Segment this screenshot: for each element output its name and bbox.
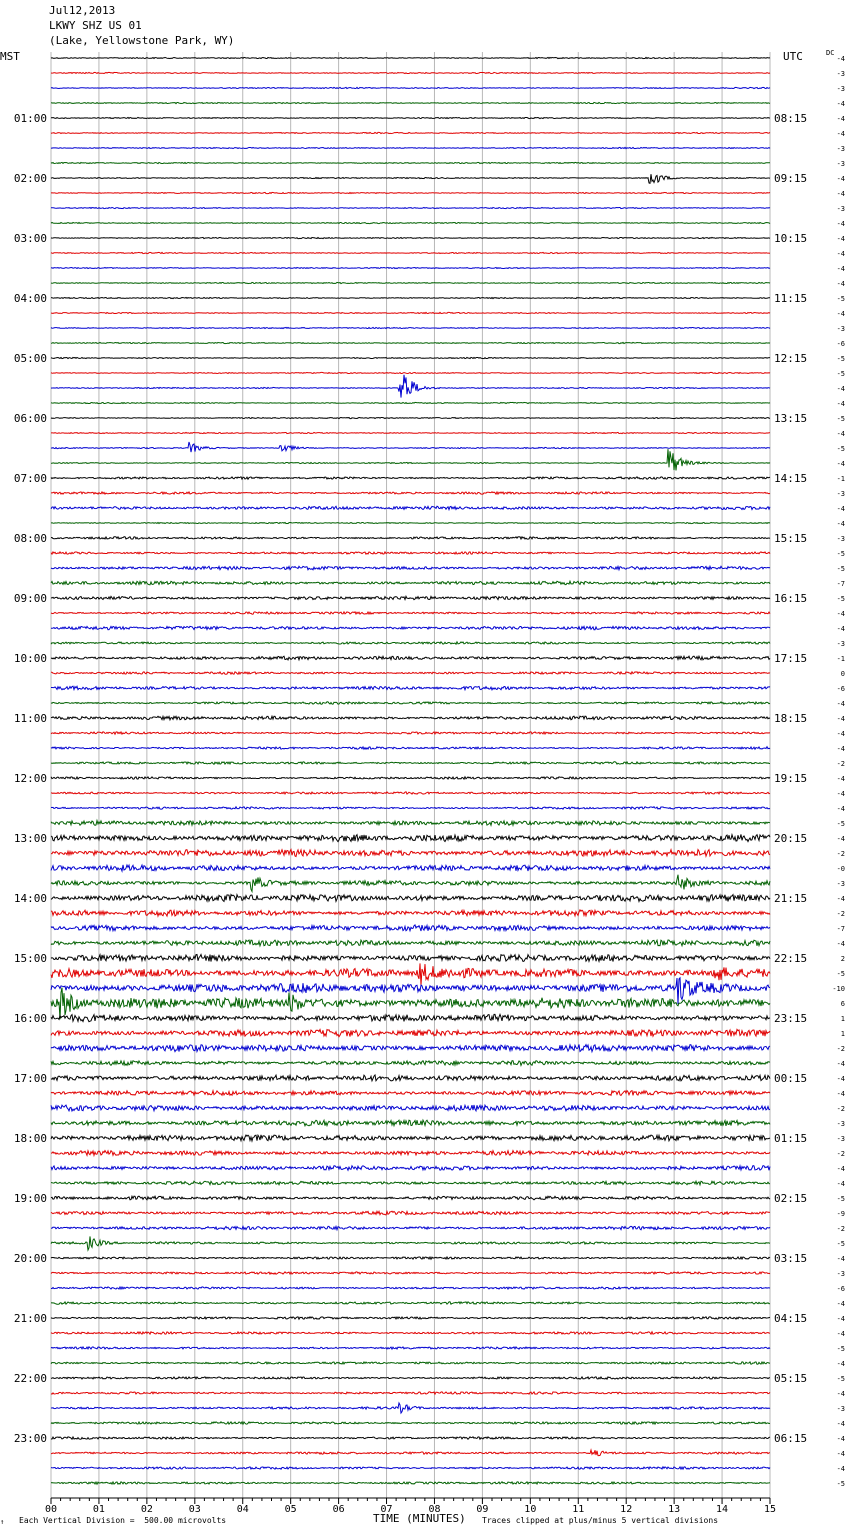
dc-offset-label: -5 bbox=[836, 1195, 845, 1203]
dc-offset-label: -3 bbox=[836, 145, 845, 153]
dc-offset-label: -5 bbox=[836, 550, 845, 558]
left-hour-label: 08:00 bbox=[13, 532, 47, 545]
trace-line bbox=[51, 252, 770, 253]
trace-line bbox=[51, 1257, 770, 1259]
dc-offset-label: -6 bbox=[836, 1285, 845, 1293]
dc-offset-label: -4 bbox=[836, 715, 845, 723]
trace-line bbox=[51, 492, 770, 494]
trace-line bbox=[51, 432, 770, 433]
right-hour-label: 12:15 bbox=[774, 352, 808, 365]
trace-line bbox=[51, 702, 770, 704]
dc-offset-label: 1 bbox=[840, 1030, 845, 1038]
dc-offset-label: -4 bbox=[836, 1255, 845, 1263]
dc-offset-label: -4 bbox=[836, 775, 845, 783]
x-tick-label: 13 bbox=[668, 1504, 681, 1515]
trace-line bbox=[51, 57, 770, 58]
station-location: (Lake, Yellowstone Park, WY) bbox=[49, 34, 235, 47]
trace-line bbox=[51, 207, 770, 208]
trace-line bbox=[51, 1211, 770, 1215]
trace-line bbox=[51, 132, 770, 133]
dc-offset-label: -3 bbox=[836, 1270, 845, 1278]
trace-line bbox=[51, 1392, 770, 1394]
trace-line bbox=[51, 566, 770, 570]
right-hour-label: 03:15 bbox=[774, 1252, 808, 1265]
trace-line bbox=[51, 267, 770, 268]
dc-offset-label: -2 bbox=[836, 1150, 845, 1158]
dc-offset-label: -4 bbox=[836, 520, 845, 528]
dc-offset-label: -2 bbox=[836, 1105, 845, 1113]
right-hour-label: 18:15 bbox=[774, 712, 808, 725]
dc-offset-label: -4 bbox=[836, 610, 845, 618]
trace-line bbox=[51, 1236, 770, 1250]
dc-offset-label: -4 bbox=[836, 55, 845, 63]
trace-line bbox=[51, 612, 770, 614]
trace-line bbox=[51, 581, 770, 585]
dc-offset-label: -7 bbox=[836, 925, 845, 933]
trace-line bbox=[51, 1105, 770, 1111]
dc-offset-label: -4 bbox=[836, 940, 845, 948]
trace-line bbox=[51, 1226, 770, 1230]
dc-offset-label: -4 bbox=[836, 430, 845, 438]
trace-line bbox=[51, 1332, 770, 1334]
right-hour-label: 16:15 bbox=[774, 592, 808, 605]
dc-offset-label: -3 bbox=[836, 1135, 845, 1143]
right-hour-label: 14:15 bbox=[774, 472, 808, 485]
right-hour-label: 23:15 bbox=[774, 1012, 808, 1025]
trace-line bbox=[51, 850, 770, 857]
dc-offset-label: -2 bbox=[836, 910, 845, 918]
dc-offset-label: -5 bbox=[836, 595, 845, 603]
trace-line bbox=[51, 537, 770, 539]
dc-offset-label: -4 bbox=[836, 745, 845, 753]
left-hour-label: 14:00 bbox=[13, 892, 47, 905]
dc-offset-label: -4 bbox=[836, 505, 845, 513]
left-hour-label: 09:00 bbox=[13, 592, 47, 605]
dc-offset-label: -4 bbox=[836, 1090, 845, 1098]
dc-offset-label: -9 bbox=[836, 1210, 845, 1218]
seismic-traces bbox=[51, 57, 770, 1484]
dc-offset-label: -4 bbox=[836, 1060, 845, 1068]
dc-offset-label: -4 bbox=[836, 130, 845, 138]
dc-offset-label: -5 bbox=[836, 1480, 845, 1488]
dc-offset-label: -3 bbox=[836, 160, 845, 168]
dc-offset-label: 0 bbox=[840, 670, 845, 678]
trace-line bbox=[51, 940, 770, 946]
trace-line bbox=[51, 1045, 770, 1052]
x-tick-label: 14 bbox=[716, 1504, 729, 1515]
dc-offset-label: -4 bbox=[836, 1165, 845, 1173]
dc-offset-label: -4 bbox=[836, 115, 845, 123]
dc-offset-label: -4 bbox=[836, 235, 845, 243]
dc-offset-label: -3 bbox=[836, 205, 845, 213]
trace-line bbox=[51, 402, 770, 403]
dc-offset-label: -4 bbox=[836, 835, 845, 843]
dc-offset-label: -4 bbox=[836, 1360, 845, 1368]
dc-offset-label: -4 bbox=[836, 790, 845, 798]
x-tick-label: 06 bbox=[332, 1504, 345, 1515]
dc-offset-label: -4 bbox=[836, 1330, 845, 1338]
trace-line bbox=[51, 1135, 770, 1141]
x-tick-label: 00 bbox=[44, 1504, 58, 1515]
trace-line bbox=[51, 747, 770, 750]
dc-offset-label: -2 bbox=[836, 760, 845, 768]
plot-date: Jul12,2013 bbox=[49, 4, 116, 17]
trace-line bbox=[51, 147, 770, 148]
dc-offset-label: -4 bbox=[836, 1420, 845, 1428]
trace-line bbox=[51, 72, 770, 73]
dc-offset-label: -4 bbox=[836, 310, 845, 318]
trace-line bbox=[51, 596, 770, 599]
right-hour-label: 10:15 bbox=[774, 232, 808, 245]
trace-line bbox=[51, 342, 770, 343]
right-hour-label: 17:15 bbox=[774, 652, 808, 665]
dc-offset-label: -5 bbox=[836, 1240, 845, 1248]
trace-line bbox=[51, 417, 770, 418]
x-tick-label: 08 bbox=[428, 1504, 441, 1515]
trace-line bbox=[51, 1061, 770, 1066]
trace-line bbox=[51, 716, 770, 720]
dc-offset-label: -4 bbox=[836, 175, 845, 183]
trace-line bbox=[51, 87, 770, 88]
trace-line bbox=[51, 1181, 770, 1185]
dc-offset-label: -7 bbox=[836, 580, 845, 588]
trace-line bbox=[51, 656, 770, 660]
dc-offset-label: -5 bbox=[836, 295, 845, 303]
trace-line bbox=[51, 1317, 770, 1319]
dc-offset-label: -4 bbox=[836, 730, 845, 738]
x-tick-label: 10 bbox=[524, 1504, 537, 1515]
x-tick-label: 01 bbox=[92, 1504, 105, 1515]
dc-offset-label: -3 bbox=[836, 640, 845, 648]
trace-line bbox=[51, 1196, 770, 1200]
dc-offset-label: -4 bbox=[836, 1300, 845, 1308]
dc-offset-label: -3 bbox=[836, 535, 845, 543]
dc-offset-label: -6 bbox=[836, 340, 845, 348]
left-hour-label: 17:00 bbox=[13, 1072, 47, 1085]
dc-offset-label: -3 bbox=[836, 85, 845, 93]
dc-offset-label: -4 bbox=[836, 1075, 845, 1083]
x-tick-label: 05 bbox=[284, 1504, 297, 1515]
trace-line bbox=[51, 1467, 770, 1469]
dc-offset-label: -5 bbox=[836, 445, 845, 453]
dc-offset-label: -4 bbox=[836, 1180, 845, 1188]
trace-line bbox=[51, 1029, 770, 1036]
left-hour-label: 02:00 bbox=[13, 172, 47, 185]
dc-offset-label: -4 bbox=[836, 280, 845, 288]
x-tick-label: 04 bbox=[236, 1504, 249, 1515]
trace-line bbox=[51, 117, 770, 118]
dc-offset-label: -4 bbox=[836, 190, 845, 198]
trace-line bbox=[51, 522, 770, 523]
trace-line bbox=[51, 686, 770, 690]
trace-line bbox=[51, 672, 770, 674]
trace-line bbox=[51, 642, 770, 644]
dc-offset-label: -3 bbox=[836, 880, 845, 888]
dc-offset-label: -1 bbox=[836, 655, 845, 663]
trace-line bbox=[51, 1347, 770, 1349]
dc-offset-label: -5 bbox=[836, 1345, 845, 1353]
dc-offset-label: -4 bbox=[836, 700, 845, 708]
left-hour-label: 10:00 bbox=[13, 652, 47, 665]
dc-offset-label: -4 bbox=[836, 100, 845, 108]
trace-line bbox=[51, 1151, 770, 1156]
right-hour-label: 01:15 bbox=[774, 1132, 808, 1145]
right-hour-label: 15:15 bbox=[774, 532, 808, 545]
station-code: LKWY SHZ US 01 bbox=[49, 19, 142, 32]
dc-offset-label: -4 bbox=[836, 265, 845, 273]
dc-offset-label: -4 bbox=[836, 460, 845, 468]
x-tick-label: 09 bbox=[476, 1504, 489, 1515]
x-tick-label: 15 bbox=[763, 1504, 777, 1515]
trace-line bbox=[51, 777, 770, 779]
dc-offset-label: -3 bbox=[836, 1405, 845, 1413]
dc-offset-label: -4 bbox=[836, 895, 845, 903]
dc-offset-label: -0 bbox=[836, 865, 845, 873]
trace-line bbox=[51, 375, 770, 398]
dc-offset-label: -3 bbox=[836, 325, 845, 333]
trace-line bbox=[51, 762, 770, 765]
right-hour-label: 00:15 bbox=[774, 1072, 808, 1085]
right-hour-label: 06:15 bbox=[774, 1432, 808, 1445]
dc-offset-header: DC bbox=[826, 49, 835, 57]
left-hour-label: 18:00 bbox=[13, 1132, 47, 1145]
dc-offset-label: -10 bbox=[832, 985, 845, 993]
trace-line bbox=[51, 237, 770, 238]
dc-offset-label: -5 bbox=[836, 1375, 845, 1383]
trace-line bbox=[51, 327, 770, 328]
x-tick-label: 12 bbox=[620, 1504, 633, 1515]
trace-line bbox=[51, 865, 770, 871]
dc-offset-label: -4 bbox=[836, 1465, 845, 1473]
dc-offset-label: -3 bbox=[836, 70, 845, 78]
left-hour-label: 12:00 bbox=[13, 772, 47, 785]
left-hour-label: 04:00 bbox=[13, 292, 47, 305]
left-hour-label: 05:00 bbox=[13, 352, 47, 365]
trace-line bbox=[51, 626, 770, 629]
right-timezone-label: UTC bbox=[783, 50, 803, 63]
trace-line bbox=[51, 297, 770, 298]
trace-line bbox=[51, 875, 770, 892]
x-axis-title: TIME (MINUTES) bbox=[373, 1512, 466, 1525]
right-hour-label: 04:15 bbox=[774, 1312, 808, 1325]
trace-line bbox=[51, 963, 770, 985]
dc-offset-label: -5 bbox=[836, 355, 845, 363]
trace-line bbox=[51, 192, 770, 193]
trace-line bbox=[51, 834, 770, 841]
left-hour-label: 19:00 bbox=[13, 1192, 47, 1205]
trace-line bbox=[51, 442, 770, 452]
x-tick-label: 07 bbox=[380, 1504, 393, 1515]
dc-offset-label: -4 bbox=[836, 250, 845, 258]
left-hour-label: 15:00 bbox=[13, 952, 47, 965]
dc-offset-label: -5 bbox=[836, 970, 845, 978]
trace-line bbox=[51, 1302, 770, 1304]
dc-offset-label: 2 bbox=[840, 955, 845, 963]
trace-line bbox=[51, 223, 770, 224]
trace-line bbox=[51, 792, 770, 794]
trace-line bbox=[51, 1403, 770, 1413]
left-hour-label: 23:00 bbox=[13, 1432, 47, 1445]
trace-line bbox=[51, 477, 770, 479]
dc-offset-label: -4 bbox=[836, 1315, 845, 1323]
trace-line bbox=[51, 312, 770, 313]
dc-offset-label: -5 bbox=[836, 415, 845, 423]
trace-line bbox=[51, 807, 770, 809]
x-tick-label: 11 bbox=[572, 1504, 585, 1515]
trace-line bbox=[51, 910, 770, 916]
corner-mark: ↑ bbox=[0, 1518, 5, 1526]
dc-offset-label: -5 bbox=[836, 565, 845, 573]
right-hour-label: 22:15 bbox=[774, 952, 808, 965]
left-hour-label: 06:00 bbox=[13, 412, 47, 425]
right-hour-label: 02:15 bbox=[774, 1192, 808, 1205]
left-timezone-label: MST bbox=[0, 50, 20, 63]
trace-line bbox=[51, 955, 770, 962]
right-hour-label: 21:15 bbox=[774, 892, 808, 905]
trace-line bbox=[51, 1272, 770, 1274]
trace-line bbox=[51, 1166, 770, 1171]
dc-offset-label: -6 bbox=[836, 685, 845, 693]
left-hour-label: 07:00 bbox=[13, 472, 47, 485]
right-hour-label: 05:15 bbox=[774, 1372, 808, 1385]
trace-line bbox=[51, 1482, 770, 1484]
trace-line bbox=[51, 102, 770, 103]
dc-offset-label: 6 bbox=[840, 1000, 845, 1008]
dc-offset-label: -1 bbox=[836, 475, 845, 483]
trace-line bbox=[51, 1075, 770, 1081]
trace-line bbox=[51, 1422, 770, 1424]
trace-line bbox=[51, 506, 770, 509]
trace-line bbox=[51, 282, 770, 283]
left-hour-label: 16:00 bbox=[13, 1012, 47, 1025]
trace-line bbox=[51, 1450, 770, 1456]
trace-line bbox=[51, 1287, 770, 1289]
right-hour-label: 08:15 bbox=[774, 112, 808, 125]
clip-note: Traces clipped at plus/minus 5 vertical divisions bbox=[482, 1516, 719, 1525]
left-hour-label: 11:00 bbox=[13, 712, 47, 725]
trace-line bbox=[51, 552, 770, 554]
trace-line bbox=[51, 821, 770, 826]
trace-line bbox=[51, 1437, 770, 1439]
scale-note: Each Vertical Division = 500.00 microvolts bbox=[19, 1516, 227, 1525]
left-hour-label: 13:00 bbox=[13, 832, 47, 845]
dc-offset-label: -4 bbox=[836, 805, 845, 813]
dc-offset-label: -2 bbox=[836, 850, 845, 858]
x-tick-label: 03 bbox=[188, 1504, 201, 1515]
dc-offset-label: -2 bbox=[836, 1225, 845, 1233]
right-hour-label: 19:15 bbox=[774, 772, 808, 785]
trace-line bbox=[51, 895, 770, 902]
left-hour-label: 20:00 bbox=[13, 1252, 47, 1265]
right-hour-label: 09:15 bbox=[774, 172, 808, 185]
trace-line bbox=[51, 1014, 770, 1021]
dc-offset-label: -4 bbox=[836, 220, 845, 228]
trace-line bbox=[51, 988, 770, 1020]
dc-offset-label: -5 bbox=[836, 370, 845, 378]
left-hour-label: 01:00 bbox=[13, 112, 47, 125]
dc-offset-label: -2 bbox=[836, 1045, 845, 1053]
dc-offset-label: -4 bbox=[836, 1435, 845, 1443]
trace-line bbox=[51, 162, 770, 163]
trace-line bbox=[51, 1091, 770, 1096]
dc-offset-label: -4 bbox=[836, 1390, 845, 1398]
dc-offset-label: -3 bbox=[836, 490, 845, 498]
left-hour-label: 03:00 bbox=[13, 232, 47, 245]
left-hour-label: 22:00 bbox=[13, 1372, 47, 1385]
dc-offset-label: 1 bbox=[840, 1015, 845, 1023]
dc-offset-label: -4 bbox=[836, 400, 845, 408]
dc-offset-label: -4 bbox=[836, 625, 845, 633]
right-hour-label: 20:15 bbox=[774, 832, 808, 845]
left-hour-label: 21:00 bbox=[13, 1312, 47, 1325]
trace-line bbox=[51, 174, 770, 183]
trace-line bbox=[51, 1120, 770, 1126]
dc-offset-label: -4 bbox=[836, 385, 845, 393]
trace-line bbox=[51, 925, 770, 931]
dc-offset-label: -4 bbox=[836, 1450, 845, 1458]
x-tick-label: 02 bbox=[140, 1504, 153, 1515]
trace-line bbox=[51, 1377, 770, 1379]
trace-line bbox=[51, 732, 770, 734]
axis-labels bbox=[14, 55, 845, 1515]
trace-line bbox=[51, 1362, 770, 1364]
trace-line bbox=[51, 357, 770, 358]
dc-offset-label: -3 bbox=[836, 1120, 845, 1128]
right-hour-label: 13:15 bbox=[774, 412, 808, 425]
right-hour-label: 11:15 bbox=[774, 292, 808, 305]
trace-line bbox=[51, 372, 770, 373]
trace-line bbox=[51, 449, 770, 470]
dc-offset-label: -5 bbox=[836, 820, 845, 828]
